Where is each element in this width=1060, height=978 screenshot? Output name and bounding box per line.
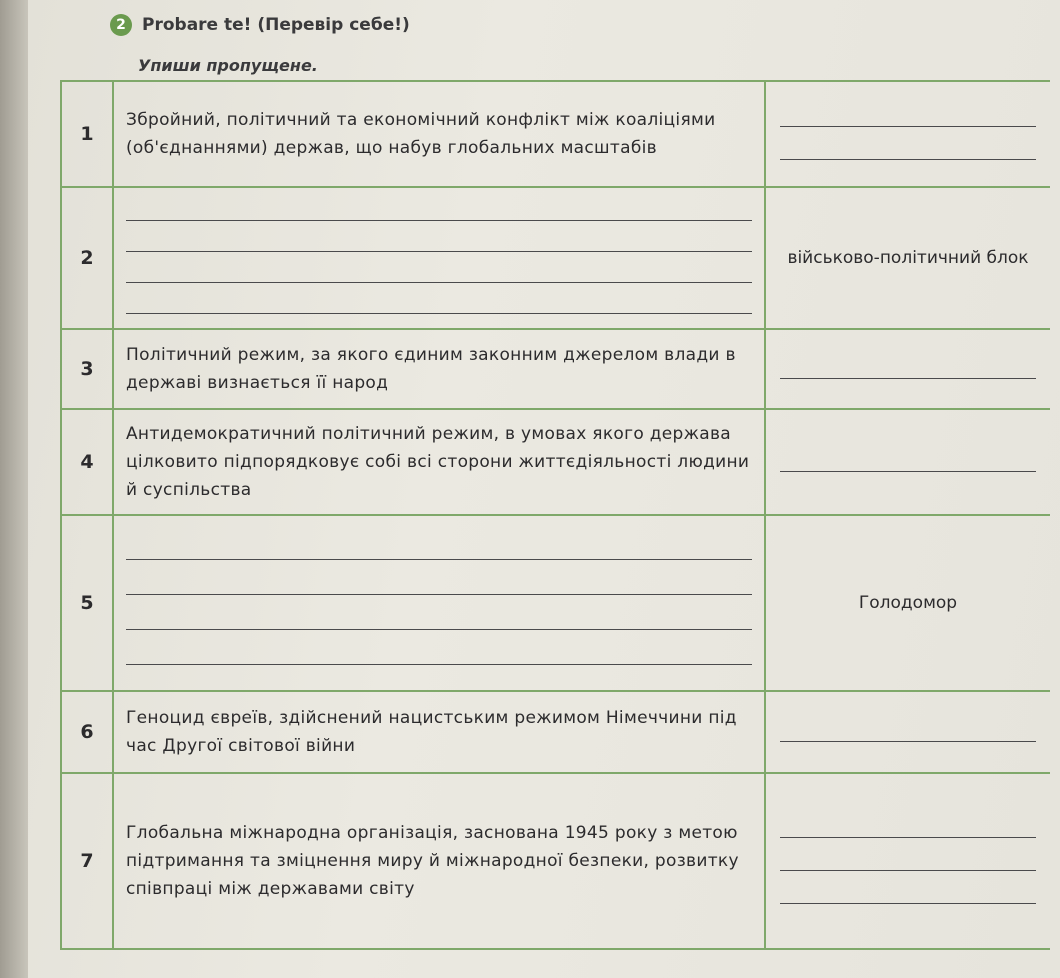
description-blank-line[interactable] [126,295,752,314]
row-number: 7 [62,774,114,948]
answer-cell[interactable] [766,774,1050,948]
row-description [114,330,766,408]
description-text: Політичний режим, за якого єдиним законним джерелом влади в державі визнається її народ [126,345,736,393]
row-description[interactable] [114,188,766,328]
answer-blank-line[interactable] [780,852,1036,871]
description-blank-line[interactable] [126,646,752,665]
description-text: Антидемократичний політичний режим, в умовах якого держава цілковито підпорядковує собі всі сторони життєдіяльності людини й суспільства [126,424,750,500]
table-row [62,516,1050,692]
answer-blank-line[interactable] [780,141,1036,160]
answer-blank-line[interactable] [780,360,1036,379]
answer-cell[interactable] [766,82,1050,186]
answer-blank-line[interactable] [780,819,1036,838]
description-blanks[interactable] [126,537,752,669]
description-blank-line[interactable] [126,611,752,630]
answer-text: військово-політичний блок [787,248,1029,268]
description-blank-line[interactable] [126,233,752,252]
answer-cell[interactable] [766,330,1050,408]
answer-blank-line[interactable] [780,723,1036,742]
row-description [114,82,766,186]
table-row [62,188,1050,330]
row-description [114,774,766,948]
row-number: 2 [62,188,114,328]
table-row [62,410,1050,516]
book-binding [0,0,28,978]
description-blank-line[interactable] [126,541,752,560]
description-text: Глобальна міжнародна організація, заснована 1945 року з метою підтримання та зміцнення миру й міжнародної безпеки, розвитку співпраці між державами світу [126,823,739,899]
description-text: Геноцид євреїв, здійснений нацистським режимом Німеччини під час Другої світової війни [126,708,737,756]
description-blank-line[interactable] [126,576,752,595]
answer-cell [766,516,1050,690]
row-description [114,692,766,772]
row-number: 1 [62,82,114,186]
table-row [62,82,1050,188]
description-text: Збройний, політичний та економічний конфлікт між коаліціями (об'єднаннями) держав, що набув глобальних масштабів [126,110,716,158]
row-number: 3 [62,330,114,408]
exercise-table [60,80,1050,950]
description-blank-line[interactable] [126,202,752,221]
table-row [62,692,1050,774]
row-number: 6 [62,692,114,772]
answer-blank-line[interactable] [780,108,1036,127]
exercise-title: Probare te! (Перевір себе!) [142,15,410,35]
answer-cell[interactable] [766,692,1050,772]
answer-cell[interactable] [766,410,1050,514]
table-row [62,330,1050,410]
row-number: 4 [62,410,114,514]
description-blank-line[interactable] [126,264,752,283]
answer-blank-line[interactable] [780,453,1036,472]
row-description[interactable] [114,516,766,690]
answer-text: Голодомор [858,593,958,613]
row-description [114,410,766,514]
exercise-heading [110,14,410,36]
answer-blank-line[interactable] [780,885,1036,904]
exercise-number-badge: 2 [110,14,132,36]
row-number: 5 [62,516,114,690]
instruction-text: Упиши пропущене. [138,56,318,75]
description-blanks[interactable] [126,198,752,318]
table-row [62,774,1050,950]
answer-cell [766,188,1050,328]
